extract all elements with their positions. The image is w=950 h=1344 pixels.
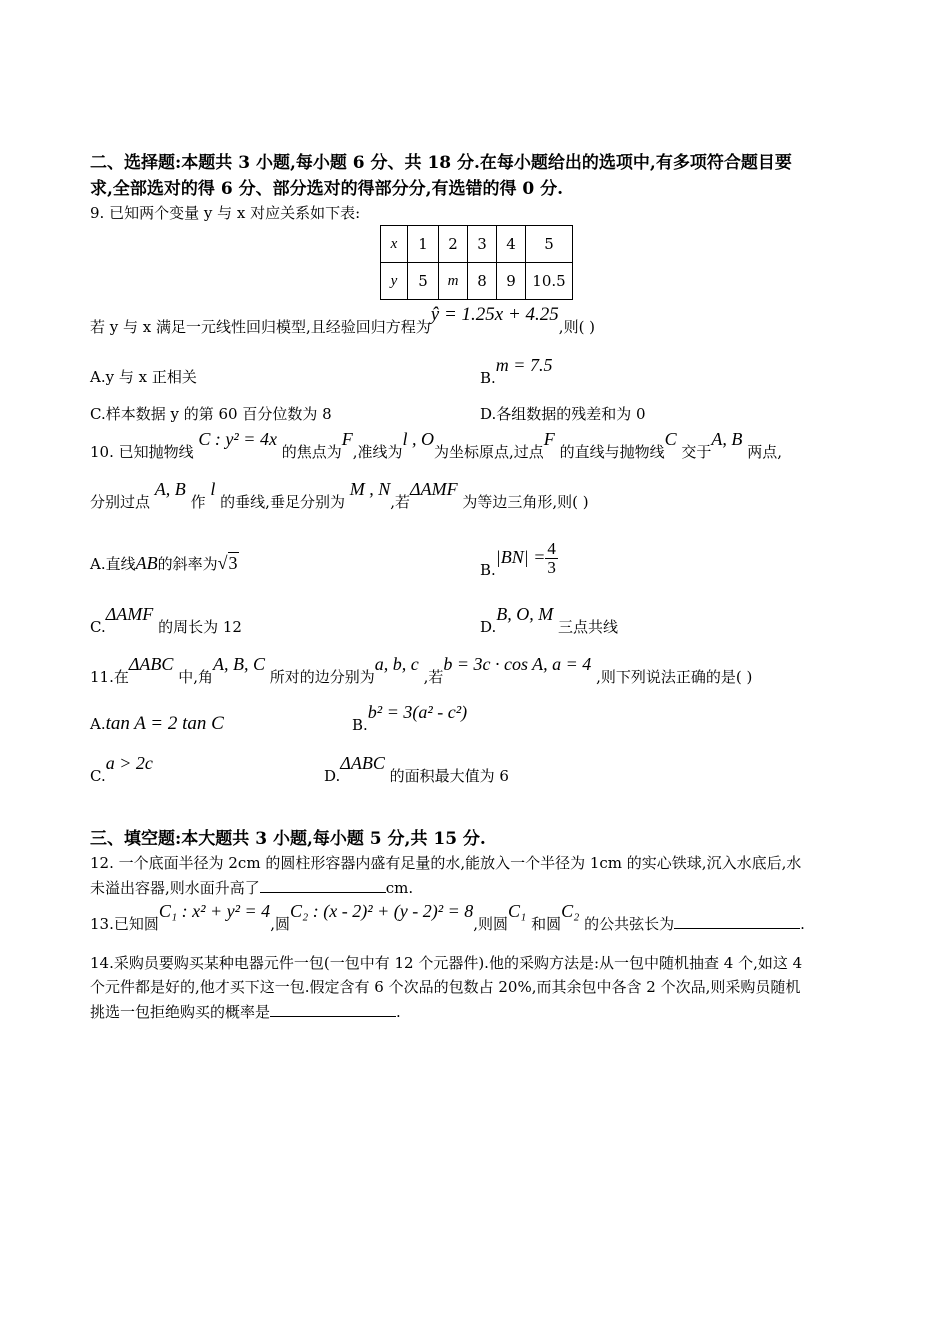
q11-option-a [90, 713, 224, 735]
q10-text: 为坐标原点,过点 [434, 443, 544, 461]
q13-text: ,则圆 [473, 915, 509, 933]
fraction-numerator: 4 [547, 539, 556, 558]
q14-line2: 个元件都是好的,他才买下这一包.假定含有 6 个次品的包数占 20%,而其余包中各含 2 个次品,则采购员随机 [90, 978, 801, 996]
q10-text: 交于 [681, 443, 712, 461]
option-label: B. [480, 560, 496, 579]
table-cell: 9 [497, 263, 526, 300]
q11-math: tan A = 2 tan C [105, 713, 224, 734]
q11-stem [90, 654, 753, 688]
q9-table [380, 225, 573, 300]
q10-text: 的垂线,垂足分别为 [220, 493, 345, 511]
q10-text: 的直线与抛物线 [559, 443, 665, 461]
q9-line2 [90, 304, 596, 338]
answer-blank[interactable] [270, 1000, 396, 1017]
q13-math: C₂ [561, 901, 580, 921]
q10-text: ,若 [390, 493, 411, 511]
q10-math: M , N [349, 479, 391, 499]
q9-text: ,则( ) [558, 318, 596, 336]
q10-math: F [543, 429, 555, 449]
section-2-heading [90, 150, 860, 202]
option-label: B. [480, 369, 496, 387]
table-cell: m [439, 263, 468, 300]
q13-math: C₂ : (x - 2)² + (y - 2)² = 8 [289, 901, 474, 921]
q11-text: 所对的边分别为 [269, 668, 375, 686]
q14-line3 [90, 1000, 401, 1023]
q13-text: 和圆 [531, 915, 562, 933]
option-label: D. [480, 618, 497, 636]
q10-text: 10. 已知抛物线 [90, 443, 194, 461]
q10-option-a [90, 552, 239, 575]
q10-option-c [90, 604, 242, 638]
q9-stem: 9. 已知两个变量 y 与 x 对应关系如下表: [90, 204, 361, 222]
q11-text: 11.在 [90, 668, 129, 686]
q11-option-c [90, 753, 153, 787]
table-cell: 8 [468, 263, 497, 300]
q10-math: A, B [711, 429, 743, 449]
table-cell: 1 [408, 226, 439, 263]
answer-blank[interactable] [674, 912, 800, 929]
q10-math: C [664, 429, 677, 449]
q9-option-b-math: m = 7.5 [495, 355, 553, 375]
q10-text: 的斜率为 [157, 555, 218, 573]
q10-math: |BN| = [495, 546, 546, 567]
q9-option-b [480, 355, 553, 389]
q10-math: ΔAMF [410, 479, 458, 499]
fraction [545, 540, 558, 577]
q10-stem-line2 [90, 479, 589, 513]
table-cell: x [381, 226, 408, 263]
q12-text: cm. [385, 879, 414, 897]
section-3-heading: 三、填空题:本大题共 3 小题,每小题 5 分,共 15 分. [90, 829, 486, 849]
q10-text: 三点共线 [558, 618, 619, 636]
sqrt-radicand: 3 [228, 553, 238, 573]
q13-math: C₁ [508, 901, 527, 921]
q11-text: ,若 [423, 668, 444, 686]
q10-text: ,准线为 [352, 443, 403, 461]
q10-text: 两点, [747, 443, 782, 461]
q10-option-d [480, 604, 619, 638]
table-cell: 4 [497, 226, 526, 263]
option-label: A. [90, 715, 106, 733]
q9-option-c: C.样本数据 y 的第 60 百分位数为 8 [90, 405, 332, 423]
table-cell: 10.5 [526, 263, 573, 300]
q12-line2 [90, 876, 413, 899]
q14-line1: 14.采购员要购买某种电器元件一包(一包中有 12 个元器件).他的采购方法是:从一包中随机抽查 4 个,如这 4 [90, 954, 803, 972]
table-cell: 5 [408, 263, 439, 300]
q10-option-b [480, 539, 558, 581]
q13-text: ,圆 [270, 915, 290, 933]
q11-option-d [324, 753, 509, 787]
fraction-denominator: 3 [547, 558, 556, 577]
option-label: A.直线 [90, 555, 136, 573]
q9-table-row-y [381, 263, 573, 300]
q10-math: l , O [402, 429, 435, 449]
q10-math: C : y² = 4x [198, 429, 277, 449]
option-label: C. [90, 618, 106, 636]
table-cell: 2 [439, 226, 468, 263]
answer-blank[interactable] [260, 876, 386, 893]
q10-math: B, O, M [496, 604, 554, 624]
q10-math: A, B [154, 479, 186, 499]
q14-text: 挑选一包拒绝购买的概率是 [90, 1003, 271, 1021]
option-label: D. [324, 767, 341, 785]
q11-math: ΔABC [128, 654, 174, 674]
q11-text: ,则下列说法正确的是( ) [596, 668, 753, 686]
q11-text: 中,角 [178, 668, 213, 686]
q13-text: 13.已知圆 [90, 915, 159, 933]
table-cell: 5 [526, 226, 573, 263]
q11-math: a, b, c [374, 654, 419, 674]
option-label: B. [352, 716, 368, 734]
q10-math: F [341, 429, 353, 449]
q11-text: 的面积最大值为 6 [389, 767, 509, 785]
q10-math: ΔAMF [105, 604, 154, 624]
table-cell: 3 [468, 226, 497, 263]
q10-text: 分别过点 [90, 493, 151, 511]
section-2-heading-line1: 二、选择题:本题共 3 小题,每小题 6 分、共 18 分.在每小题给出的选项中,有多项符合题目要 [90, 153, 792, 173]
q13-text: 的公共弦长为 [584, 915, 675, 933]
q12-text: 未溢出容器,则水面升高了 [90, 879, 260, 897]
option-label: C. [90, 767, 106, 785]
q11-option-b [352, 702, 468, 736]
q12-line1: 12. 一个底面半径为 2cm 的圆柱形容器内盛有足量的水,能放入一个半径为 1cm 的实心铁球,沉入水底后,水 [90, 854, 802, 872]
q11-math: ΔABC [340, 753, 385, 773]
q11-math: b = 3c · cos A, a = 4 [443, 654, 592, 674]
q10-text: 为等边三角形,则( ) [462, 493, 589, 511]
q10-math: AB [135, 553, 158, 573]
q13-text: . [800, 915, 805, 933]
q9-option-d: D.各组数据的残差和为 0 [480, 405, 646, 423]
q9-table-row-x [381, 226, 573, 263]
q10-text: 作 [190, 493, 206, 511]
q9-regression-equation: ŷ = 1.25x + 4.25 [430, 304, 559, 325]
q14-text: . [396, 1003, 401, 1021]
sqrt-symbol: √3 [217, 553, 238, 573]
section-2-heading-line2: 求,全部选对的得 6 分、部分选对的得部分分,有选错的得 0 分. [90, 179, 564, 199]
q10-text: 的焦点为 [281, 443, 342, 461]
q9-option-a: A.y 与 x 正相关 [90, 368, 197, 386]
q11-math: a > 2c [105, 753, 153, 773]
q10-text: 的周长为 12 [158, 618, 242, 636]
q13-math: C₁ : x² + y² = 4 [158, 901, 271, 921]
q13-line [90, 901, 805, 935]
q10-stem-line1 [90, 429, 782, 463]
q10-math: l [210, 479, 216, 499]
table-cell: y [381, 263, 408, 300]
q9-text: 若 y 与 x 满足一元线性回归模型,且经验回归方程为 [90, 318, 431, 336]
q11-math: A, B, C [212, 654, 265, 674]
q11-math: b² = 3(a² - c²) [367, 702, 468, 722]
